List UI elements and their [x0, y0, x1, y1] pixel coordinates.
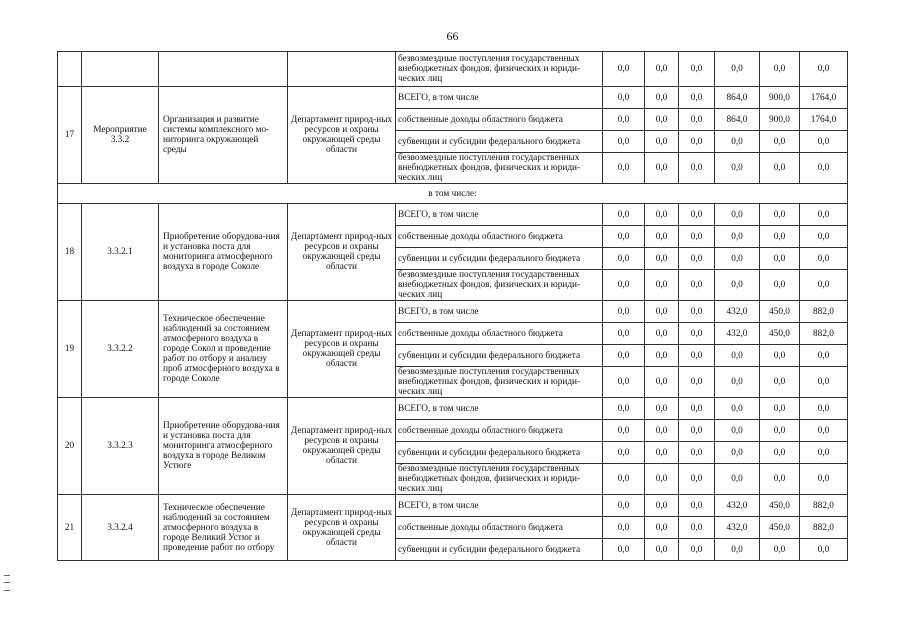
source-cell: безвозмездные поступления государственных внебюджетных фондов, физических и юриди-ческих лиц	[396, 367, 603, 398]
executor: Департамент природ-ных ресурсов и охраны окружающей среды области	[288, 495, 396, 561]
value-cell: 0,0	[715, 442, 760, 464]
source-cell: безвозмездные поступления государственных внебюджетных фондов, физических и юриди-ческих лиц	[396, 270, 603, 301]
value-cell: 0,0	[760, 226, 800, 248]
item-name: Приобретение оборудова-ния и установка поста для мониторинга атмосферного воздуха в городе Великом Устюге	[159, 398, 288, 495]
value-cell: 0,0	[800, 52, 848, 87]
value-cell: 0,0	[645, 345, 679, 367]
row-number: 20	[58, 398, 82, 495]
value-cell: 0,0	[760, 270, 800, 301]
value-cell: 1764,0	[800, 109, 848, 131]
source-cell: собственные доходы областного бюджета	[396, 517, 603, 539]
executor: Департамент природ-ных ресурсов и охраны окружающей среды области	[288, 398, 396, 495]
value-cell: 0,0	[603, 323, 645, 345]
table-row	[58, 301, 848, 323]
subheader: в том числе:	[58, 184, 848, 204]
value-cell: 0,0	[603, 398, 645, 420]
value-cell: 0,0	[715, 464, 760, 495]
value-cell: 0,0	[645, 301, 679, 323]
source-cell: субвенции и субсидии федерального бюджета	[396, 248, 603, 270]
item-code: Мероприятие 3.3.2	[82, 87, 159, 184]
item-name: Техническое обеспечение наблюдений за состоянием атмосферного воздуха в городе Великий Устюг и проведение работ по отбору	[159, 495, 288, 561]
value-cell: 0,0	[645, 464, 679, 495]
executor: Департамент природ-ных ресурсов и охраны окружающей среды области	[288, 204, 396, 301]
value-cell: 0,0	[679, 270, 715, 301]
value-cell: 0,0	[679, 109, 715, 131]
value-cell: 0,0	[645, 204, 679, 226]
value-cell: 0,0	[760, 420, 800, 442]
value-cell: 0,0	[645, 52, 679, 87]
value-cell: 0,0	[715, 52, 760, 87]
value-cell: 0,0	[679, 226, 715, 248]
value-cell: 0,0	[715, 226, 760, 248]
value-cell: 0,0	[760, 345, 800, 367]
executor-cell	[288, 52, 396, 87]
value-cell: 0,0	[645, 226, 679, 248]
value-cell: 882,0	[800, 323, 848, 345]
value-cell: 0,0	[645, 517, 679, 539]
value-cell: 1764,0	[800, 87, 848, 109]
value-cell: 0,0	[679, 442, 715, 464]
item-code: 3.3.2.1	[82, 204, 159, 301]
table-row	[58, 87, 848, 109]
value-cell: 0,0	[645, 367, 679, 398]
source-cell: собственные доходы областного бюджета	[396, 226, 603, 248]
source-cell: собственные доходы областного бюджета	[396, 420, 603, 442]
source-cell: безвозмездные поступления государственных внебюджетных фондов, физических и юриди-ческих лиц	[396, 52, 603, 87]
executor: Департамент природ-ных ресурсов и охраны окружающей среды области	[288, 301, 396, 398]
value-cell: 0,0	[760, 204, 800, 226]
value-cell: 0,0	[603, 464, 645, 495]
value-cell: 432,0	[715, 323, 760, 345]
value-cell: 0,0	[679, 323, 715, 345]
value-cell: 0,0	[679, 248, 715, 270]
source-cell: ВСЕГО, в том числе	[396, 398, 603, 420]
source-cell: ВСЕГО, в том числе	[396, 204, 603, 226]
value-cell: 0,0	[715, 539, 760, 561]
row-number: 19	[58, 301, 82, 398]
value-cell: 0,0	[760, 539, 800, 561]
value-cell: 0,0	[603, 345, 645, 367]
value-cell: 0,0	[715, 367, 760, 398]
value-cell: 882,0	[800, 495, 848, 517]
source-cell: субвенции и субсидии федерального бюджета	[396, 131, 603, 153]
value-cell: 0,0	[645, 270, 679, 301]
name-cell	[159, 52, 288, 87]
value-cell: 0,0	[715, 248, 760, 270]
table-row	[58, 495, 848, 517]
value-cell: 0,0	[715, 420, 760, 442]
value-cell: 0,0	[800, 398, 848, 420]
value-cell: 0,0	[715, 398, 760, 420]
value-cell: 0,0	[603, 420, 645, 442]
value-cell: 0,0	[603, 270, 645, 301]
value-cell: 0,0	[603, 248, 645, 270]
value-cell: 0,0	[679, 131, 715, 153]
value-cell: 0,0	[679, 87, 715, 109]
margin-mark	[4, 575, 10, 591]
value-cell: 0,0	[679, 464, 715, 495]
value-cell: 450,0	[760, 323, 800, 345]
row-number: 18	[58, 204, 82, 301]
value-cell: 0,0	[645, 87, 679, 109]
value-cell: 0,0	[800, 131, 848, 153]
value-cell: 0,0	[679, 153, 715, 184]
source-cell: ВСЕГО, в том числе	[396, 87, 603, 109]
value-cell: 0,0	[800, 539, 848, 561]
status-cell	[82, 52, 159, 87]
value-cell: 0,0	[800, 226, 848, 248]
table-row	[58, 398, 848, 420]
source-cell: ВСЕГО, в том числе	[396, 301, 603, 323]
value-cell: 0,0	[603, 442, 645, 464]
source-cell: субвенции и субсидии федерального бюджета	[396, 345, 603, 367]
source-cell: безвозмездные поступления государственных внебюджетных фондов, физических и юриди-ческих лиц	[396, 153, 603, 184]
value-cell: 0,0	[679, 204, 715, 226]
item-code: 3.3.2.2	[82, 301, 159, 398]
value-cell: 432,0	[715, 495, 760, 517]
value-cell: 0,0	[760, 442, 800, 464]
value-cell: 450,0	[760, 495, 800, 517]
value-cell: 0,0	[800, 420, 848, 442]
value-cell: 0,0	[800, 367, 848, 398]
row-number: 17	[58, 87, 82, 184]
value-cell: 0,0	[603, 367, 645, 398]
item-name: Техническое обеспечение наблюдений за состоянием атмосферного воздуха в городе Сокол и проведение работ по отбору и анализу проб атмосферного воздуха в городе Соколе	[159, 301, 288, 398]
value-cell: 0,0	[679, 398, 715, 420]
value-cell: 864,0	[715, 109, 760, 131]
value-cell: 0,0	[715, 204, 760, 226]
value-cell: 432,0	[715, 301, 760, 323]
value-cell: 0,0	[603, 226, 645, 248]
value-cell: 900,0	[760, 109, 800, 131]
value-cell: 0,0	[645, 131, 679, 153]
value-cell: 0,0	[603, 131, 645, 153]
value-cell: 0,0	[603, 301, 645, 323]
value-cell: 0,0	[603, 109, 645, 131]
value-cell: 0,0	[800, 153, 848, 184]
value-cell: 0,0	[760, 367, 800, 398]
row-number: 21	[58, 495, 82, 561]
value-cell: 0,0	[603, 52, 645, 87]
value-cell: 0,0	[679, 52, 715, 87]
value-cell: 0,0	[760, 131, 800, 153]
value-cell: 0,0	[679, 420, 715, 442]
value-cell: 0,0	[645, 539, 679, 561]
value-cell: 0,0	[800, 270, 848, 301]
row-number	[58, 52, 82, 87]
value-cell: 0,0	[800, 345, 848, 367]
page-number: 66	[446, 29, 459, 43]
value-cell: 882,0	[800, 301, 848, 323]
value-cell: 0,0	[800, 248, 848, 270]
value-cell: 0,0	[679, 301, 715, 323]
value-cell: 882,0	[800, 517, 848, 539]
value-cell: 0,0	[603, 204, 645, 226]
source-cell: собственные доходы областного бюджета	[396, 323, 603, 345]
value-cell: 864,0	[715, 87, 760, 109]
value-cell: 0,0	[603, 517, 645, 539]
source-cell: субвенции и субсидии федерального бюджета	[396, 442, 603, 464]
value-cell: 0,0	[760, 398, 800, 420]
value-cell: 0,0	[760, 248, 800, 270]
item-name: Организация и развитие системы комплексного мо-ниторинга окружающей среды	[159, 87, 288, 184]
item-code: 3.3.2.3	[82, 398, 159, 495]
value-cell: 0,0	[715, 153, 760, 184]
value-cell: 0,0	[679, 495, 715, 517]
value-cell: 0,0	[645, 442, 679, 464]
value-cell: 0,0	[603, 153, 645, 184]
value-cell: 0,0	[645, 153, 679, 184]
value-cell: 0,0	[603, 539, 645, 561]
value-cell: 432,0	[715, 517, 760, 539]
table-row	[58, 204, 848, 226]
value-cell: 450,0	[760, 517, 800, 539]
value-cell: 900,0	[760, 87, 800, 109]
value-cell: 450,0	[760, 301, 800, 323]
value-cell: 0,0	[715, 270, 760, 301]
executor: Департамент природ-ных ресурсов и охраны окружающей среды области	[288, 87, 396, 184]
value-cell: 0,0	[679, 539, 715, 561]
value-cell: 0,0	[800, 204, 848, 226]
value-cell: 0,0	[800, 464, 848, 495]
value-cell: 0,0	[645, 398, 679, 420]
value-cell: 0,0	[645, 495, 679, 517]
item-name: Приобретение оборудова-ния и установка поста для мониторинга атмосферного воздуха в городе Соколе	[159, 204, 288, 301]
value-cell: 0,0	[645, 420, 679, 442]
source-cell: безвозмездные поступления государственных внебюджетных фондов, физических и юриди-ческих лиц	[396, 464, 603, 495]
value-cell: 0,0	[679, 345, 715, 367]
value-cell: 0,0	[715, 345, 760, 367]
source-cell: субвенции и субсидии федерального бюджета	[396, 539, 603, 561]
value-cell: 0,0	[603, 495, 645, 517]
source-cell: ВСЕГО, в том числе	[396, 495, 603, 517]
value-cell: 0,0	[760, 464, 800, 495]
budget-table	[57, 51, 848, 561]
value-cell: 0,0	[645, 323, 679, 345]
value-cell: 0,0	[603, 87, 645, 109]
value-cell: 0,0	[645, 109, 679, 131]
value-cell: 0,0	[679, 367, 715, 398]
value-cell: 0,0	[760, 52, 800, 87]
subheader-row	[58, 184, 848, 204]
value-cell: 0,0	[760, 153, 800, 184]
value-cell: 0,0	[800, 442, 848, 464]
value-cell: 0,0	[645, 248, 679, 270]
table-row	[58, 52, 848, 87]
value-cell: 0,0	[715, 131, 760, 153]
value-cell: 0,0	[679, 517, 715, 539]
source-cell: собственные доходы областного бюджета	[396, 109, 603, 131]
item-code: 3.3.2.4	[82, 495, 159, 561]
